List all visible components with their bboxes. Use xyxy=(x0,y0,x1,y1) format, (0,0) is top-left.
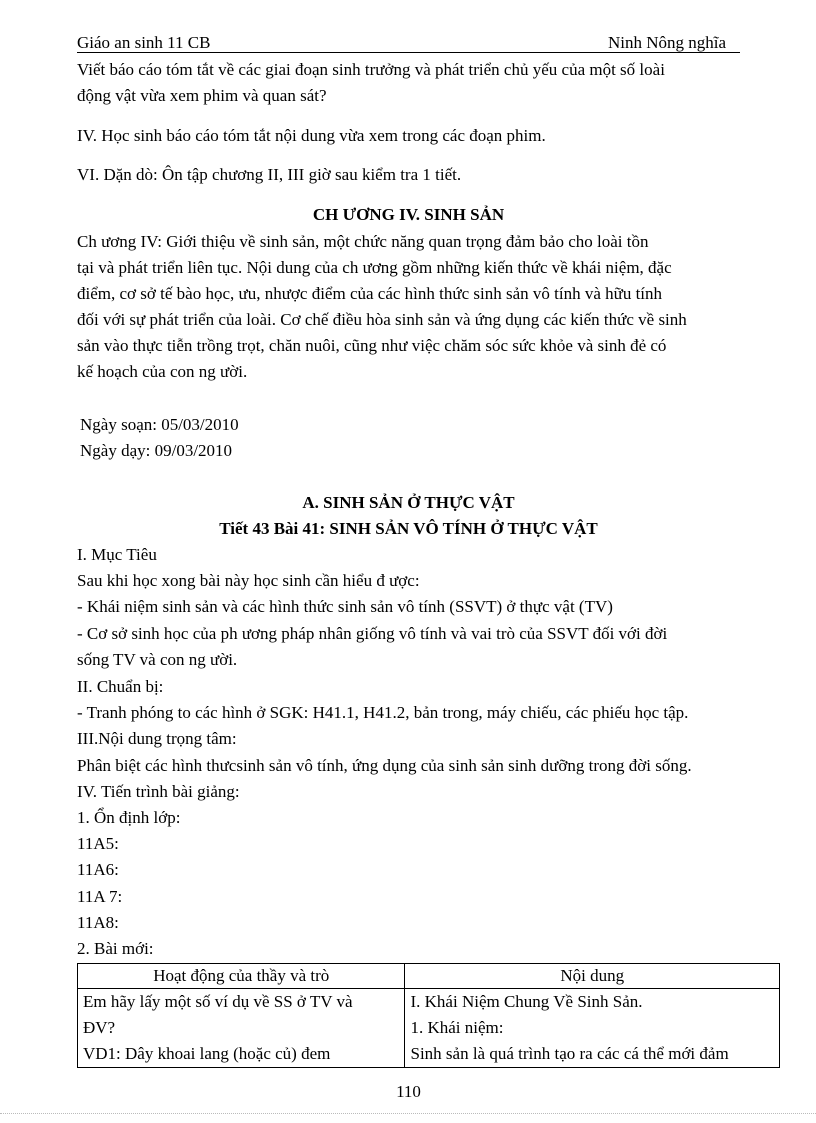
table-cell-line: Em hãy lấy một số ví dụ về SS ở TV và xyxy=(83,992,353,1011)
page-number: 110 xyxy=(396,1082,421,1101)
body-line: III.Nội dung trọng tâm: xyxy=(77,729,237,748)
lesson-title: Tiết 43 Bài 41: SINH SẢN VÔ TÍNH Ở THỰC VẬT xyxy=(219,519,598,538)
body-line: - Tranh phóng to các hình ở SGK: H41.1, H41.2, bản trong, máy chiếu, các phiếu học tập. xyxy=(77,703,689,722)
chapter-line-2: tại và phát triển liên tục. Nội dung của ch ương gồm những kiến thức về khái niệm, đặc xyxy=(77,258,672,277)
table-row xyxy=(78,989,780,1068)
table-header-activity: Hoạt động của thầy và trò xyxy=(78,964,405,989)
body-line: 11A6: xyxy=(77,860,119,879)
body-line: 11A 7: xyxy=(77,887,123,906)
section-vi: VI. Dặn dò: Ôn tập chương II, III giờ sau kiểm tra 1 tiết. xyxy=(77,165,462,184)
chapter-line-1: Ch ương IV: Giới thiệu về sinh sản, một chức năng quan trọng đảm bảo cho loài tồn xyxy=(77,232,649,251)
body-line: sống TV và con ng ười. xyxy=(77,650,238,669)
part-title: A. SINH SẢN Ở THỰC VẬT xyxy=(302,493,515,512)
table-header-content: Nội dung xyxy=(405,964,780,989)
intro-line-1: Viết báo cáo tóm tắt về các giai đoạn sinh trưởng và phát triển chủ yếu của một số loài xyxy=(77,60,665,79)
body-line: 11A8: xyxy=(77,913,119,932)
table-cell-line: Sinh sản là quá trình tạo ra các cá thể mới đảm xyxy=(410,1044,729,1063)
footer-dotted-line xyxy=(0,1113,816,1115)
header-left: Giáo an sinh 11 CB xyxy=(77,33,211,52)
body-line: IV. Tiến trình bài giảng: xyxy=(77,782,240,801)
section-iv: IV. Học sinh báo cáo tóm tắt nội dung vừa xem trong các đoạn phim. xyxy=(77,126,546,145)
body-line: 2. Bài mới: xyxy=(77,939,154,958)
chapter-line-3: điểm, cơ sở tế bào học, ưu, nhược điểm của các hình thức sinh sản vô tính và hữu tính xyxy=(77,284,663,303)
table-header-row xyxy=(78,964,780,989)
table-cell-line: 1. Khái niệm: xyxy=(410,1018,504,1037)
chapter-line-5: sản vào thực tiễn trồng trọt, chăn nuôi, cũng như việc chăm sóc sức khỏe và sinh đẻ có xyxy=(77,336,667,355)
header-rule xyxy=(77,52,740,53)
chapter-line-4: đối với sự phát triển của loài. Cơ chế điều hòa sinh sản và ứng dụng các kiến thức về sinh xyxy=(77,310,687,329)
body-line: - Cơ sở sinh học của ph ương pháp nhân giống vô tính và vai trò của SSVT đối với đời xyxy=(77,624,668,643)
table-cell-line: I. Khái Niệm Chung Về Sinh Sản. xyxy=(410,992,643,1011)
body-line: Phân biệt các hình thưcsinh sản vô tính, ứng dụng của sinh sản sinh dưỡng trong đời sống. xyxy=(77,756,692,775)
table-cell-content xyxy=(405,989,780,1068)
table-cell-line: VD1: Dây khoai lang (hoặc củ) đem xyxy=(83,1044,331,1063)
table-cell-activity xyxy=(78,989,405,1068)
body-line: 11A5: xyxy=(77,834,119,853)
body-line: - Khái niệm sinh sản và các hình thức sinh sản vô tính (SSVT) ở thực vật (TV) xyxy=(77,597,613,616)
table-cell-line: ĐV? xyxy=(83,1018,116,1037)
lesson-table xyxy=(77,963,780,1068)
date-prepared: Ngày soạn: 05/03/2010 xyxy=(80,415,239,434)
body-line: II. Chuẩn bị: xyxy=(77,677,164,696)
chapter-line-6: kế hoạch của con ng ười. xyxy=(77,362,248,381)
chapter-title: CH ƯƠNG IV. SINH SẢN xyxy=(312,205,505,224)
intro-line-2: động vật vừa xem phim và quan sát? xyxy=(77,86,327,105)
date-taught: Ngày dạy: 09/03/2010 xyxy=(80,441,233,460)
body-line: 1. Ổn định lớp: xyxy=(77,808,181,827)
body-line: Sau khi học xong bài này học sinh cần hiểu đ ược: xyxy=(77,571,420,590)
header-right: Ninh Nông nghĩa xyxy=(608,33,727,52)
body-line: I. Mục Tiêu xyxy=(77,545,157,564)
